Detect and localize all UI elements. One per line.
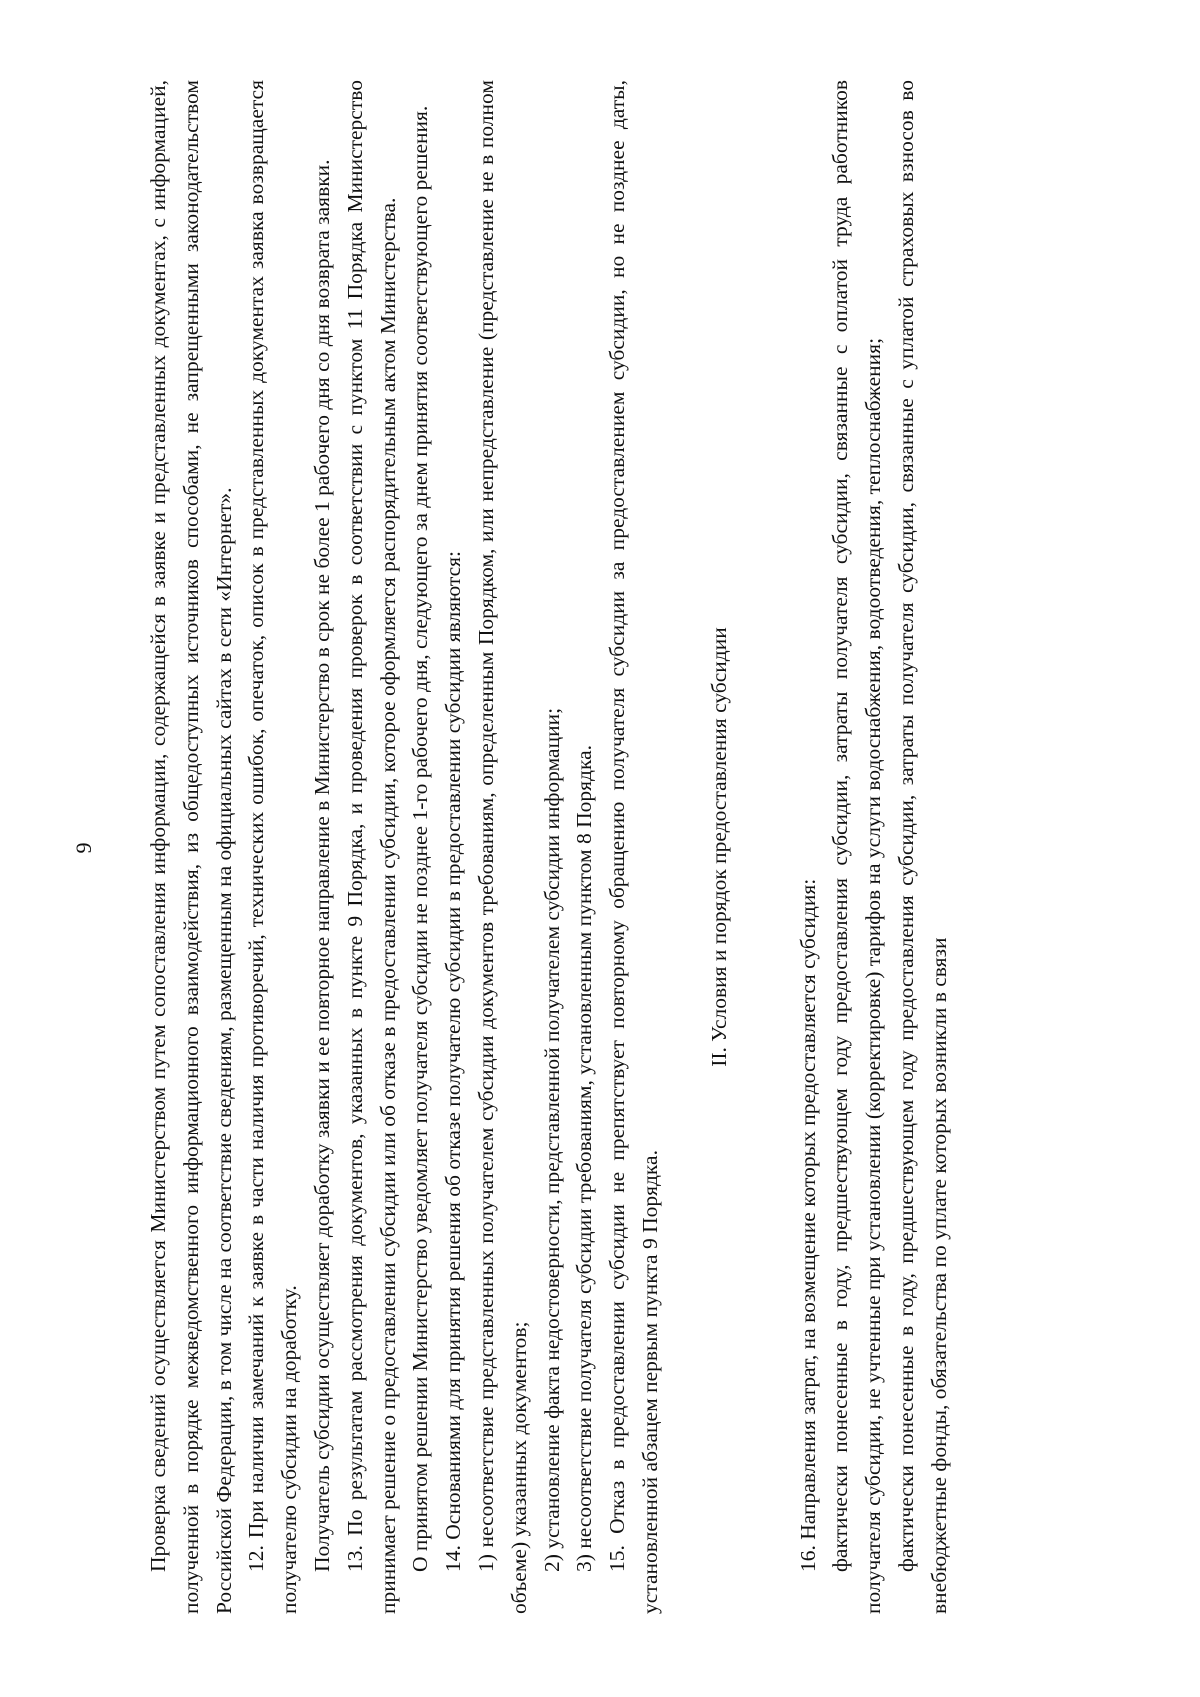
paragraph-16-insurance: фактически понесенные в году, предшествующем году предоставления субсидии, затраты получателя субсидии, связанные с уплатой страховых взносов во внебюджетные фонды, обязательства по уплате которых возникли в связи [893, 80, 951, 1614]
paragraph-14: 14. Основаниями для принятия решения об отказе получателю субсидии в предоставлении субсидии являются: [441, 551, 466, 1572]
paragraph-16-labor: фактически понесенные в году, предшествующем году предоставления субсидии, затраты получателя субсидии, связанные с оплатой труда работников получателя субсидии, не учтенные при установлении (корректировке) тарифов на услуги водоснабжения, водоотведения, теплоснабжения; [828, 80, 886, 1614]
document-body [142, 80, 956, 1614]
section-heading: II. Условия и порядок предоставления субсидии [706, 627, 731, 1067]
page-number: 9 [71, 842, 96, 854]
paragraph-14-item-3: 3) несоответствие получателя субсидии требованиям, установленным пунктом 8 Порядка. [572, 745, 597, 1572]
paragraph-12: 12. При наличии замечаний к заявке в части наличия противоречий, технических ошибок, опечаток, описок в представленных документах заявка возвращается получателю субсидии на доработку. [244, 80, 302, 1614]
paragraph-13-notice: О принятом решении Министерство уведомляет получателя субсидии не позднее 1-го рабочего дня, следующего за днем принятия соответствующего решения. [408, 105, 433, 1572]
paragraph-16: 16. Направления затрат, на возмещение которых предоставляется субсидия: [795, 878, 820, 1572]
paragraph-13: 13. По результатам рассмотрения документов, указанных в пункте 9 Порядка, и проведения проверок в соответствии с пунктом 11 Порядка Министерство принимает решение о предоставлении субсидии или об отказе в предоставлении субсидии, которое оформляется распорядительным актом Министерства. [342, 80, 400, 1614]
paragraph-14-item-1: 1) несоответствие представленных получателем субсидии документов требованиям, определенным Порядком, или непредставление (представление не в полном объеме) указанных документов; [473, 80, 531, 1614]
paragraph-12-rework: Получатель субсидии осуществляет доработку заявки и ее повторное направление в Министерство в срок не более 1 рабочего дня со дня возврата заявки. [309, 159, 334, 1572]
paragraph-15: 15. Отказ в предоставлении субсидии не препятствует повторному обращению получателя субсидии за предоставлением субсидии, но не позднее даты, установленной абзацем первым пункта 9 Порядка. [605, 80, 662, 1614]
paragraph-verification: Проверка сведений осуществляется Министерством путем сопоставления информации, содержащейся в заявке и представленных документах, с информацией, полученной в порядке межведомственного информационного взаимодействия, из общедоступных источников способами, не запрещенными законодательством Российской Федерации, в том числе на соответствие сведениям, размещенным на официальных сайтах в сети «Интернет». [146, 80, 236, 1614]
paragraph-14-item-2: 2) установление факта недостоверности, представленной получателем субсидии информации; [539, 707, 564, 1572]
rotated-document-page [60, 68, 1140, 1628]
